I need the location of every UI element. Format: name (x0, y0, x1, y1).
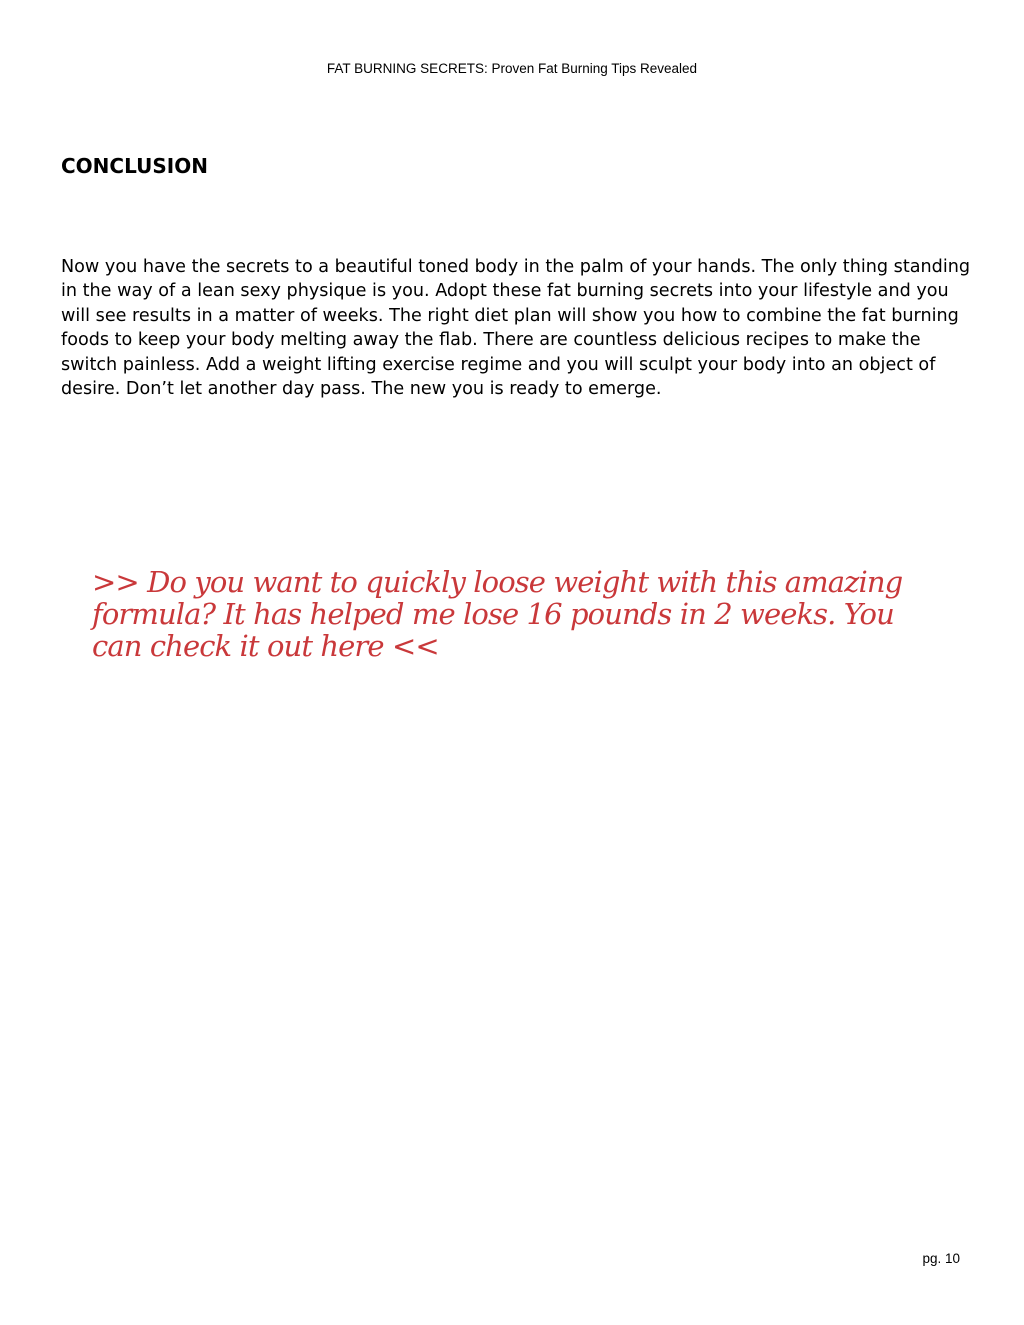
page-header: FAT BURNING SECRETS: Proven Fat Burning Tips Revealed (326, 61, 698, 76)
section-heading: CONCLUSION (61, 154, 208, 178)
page-number: pg. 10 (922, 1251, 960, 1266)
promo-link[interactable]: >> Do you want to quickly loose weight with this amazing formula? It has helped me lose 16 pounds in 2 weeks. You can check it out here << (92, 565, 903, 663)
conclusion-paragraph: Now you have the secrets to a beautiful toned body in the palm of your hands. The only thing standing in the way of a lean sexy physique is you. Adopt these fat burning secrets into your lifestyle and you will see results in a matter of weeks. The right diet plan will show you how to combine the fat burning foods to keep your body melting away the flab. There are countless delicious recipes to make the switch painless. Add a weight lifting exercise regime and you will sculpt your body into an object of desire. Don’t let another day pass. The new you is ready to emerge. (61, 257, 971, 400)
